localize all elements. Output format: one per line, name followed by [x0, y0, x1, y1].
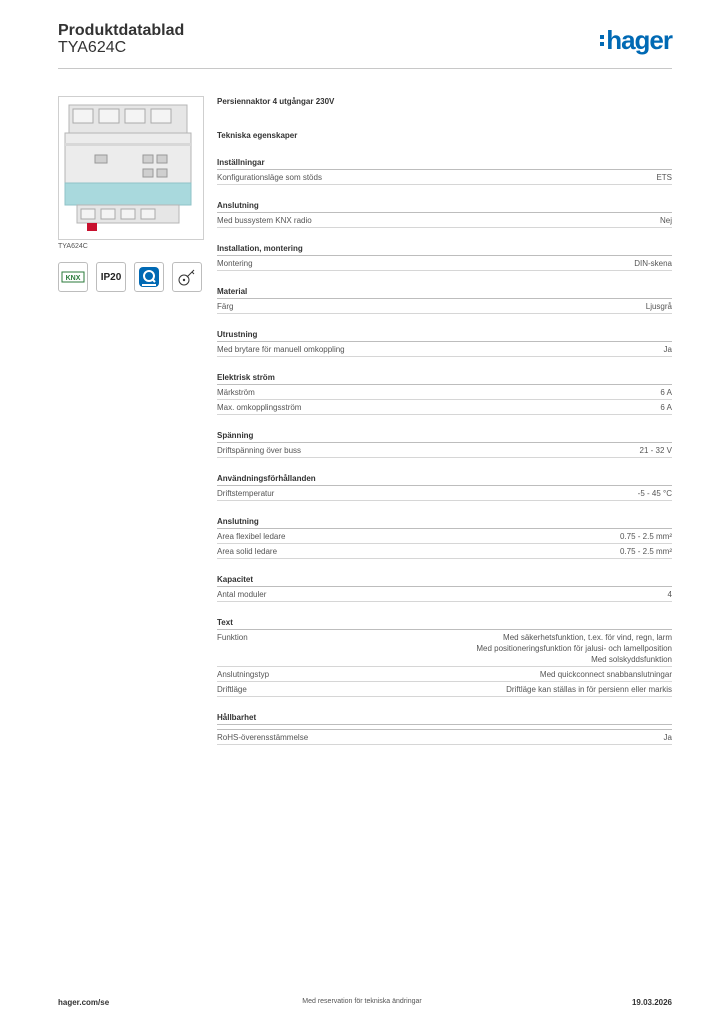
header-divider: [58, 68, 672, 69]
section-title: Installation, montering: [217, 243, 672, 256]
spec-label: Area solid ledare: [217, 547, 278, 556]
spec-section: [217, 243, 672, 271]
spec-row: [217, 443, 672, 458]
spec-row: [217, 400, 672, 415]
spec-label: Driftspänning över buss: [217, 446, 302, 455]
spec-row: [217, 529, 672, 544]
footer-disclaimer: Med reservation för tekniska ändringar: [302, 998, 422, 1005]
spec-section: [217, 430, 672, 458]
spec-section: [217, 574, 672, 602]
section-title: Inställningar: [217, 157, 672, 170]
spec-label: Färg: [217, 302, 234, 311]
spec-label: Med bussystem KNX radio: [217, 216, 312, 225]
section-title: Text: [217, 617, 672, 630]
section-title: Användningsförhållanden: [217, 473, 672, 486]
spec-value: Ljusgrå: [645, 302, 672, 311]
spec-label: Konfigurationsläge som stöds: [217, 173, 322, 182]
certification-icons: [58, 262, 202, 292]
spec-value: 0.75 - 2.5 mm²: [619, 532, 672, 541]
svg-text:KNX: KNX: [65, 275, 81, 282]
footer-date: 19.03.2026: [631, 998, 672, 1007]
spec-row: [217, 667, 672, 682]
logo-text: hager: [606, 25, 672, 55]
spec-section: [217, 516, 672, 559]
spec-label: Driftstemperatur: [217, 489, 275, 498]
spec-label: Area flexibel ledare: [217, 532, 286, 541]
spec-value: 4: [667, 590, 672, 599]
spec-label: Funktion: [217, 633, 248, 642]
spec-sections: [217, 157, 672, 745]
spec-section: [217, 200, 672, 228]
section-title: Kapacitet: [217, 574, 672, 587]
spec-section: [217, 286, 672, 314]
page-title: Produktdatablad: [58, 22, 185, 39]
spec-section: [217, 617, 672, 697]
spec-label: Märkström: [217, 388, 255, 397]
spec-content: [217, 96, 672, 745]
spec-value: 6 A: [660, 388, 672, 397]
spec-label: Max. omkopplingsström: [217, 403, 302, 412]
section-title: Elektrisk ström: [217, 372, 672, 385]
section-title: Utrustning: [217, 329, 672, 342]
spec-label: Montering: [217, 259, 253, 268]
spec-label: Antal moduler: [217, 590, 267, 599]
spec-row: [217, 486, 672, 501]
spec-row: [217, 385, 672, 400]
spec-row: [217, 544, 672, 559]
section-title: Anslutning: [217, 200, 672, 213]
footer-website-link[interactable]: hager.com/se: [58, 998, 110, 1007]
spec-value: Med säkerhetsfunktion, t.ex. för vind, regn, larm Med positioneringsfunktion för jalusi- och lamellposition Med solskyddsfunktion: [476, 633, 672, 664]
spec-value: Nej: [659, 216, 672, 225]
spec-row: [217, 587, 672, 602]
ip20-icon: IP20: [96, 262, 126, 292]
spec-row: [217, 256, 672, 271]
spec-section: [217, 712, 672, 745]
spec-label: Med brytare för manuell omkoppling: [217, 345, 345, 354]
image-caption: TYA624C: [58, 243, 88, 250]
section-title: Spänning: [217, 430, 672, 443]
spec-value: Ja: [663, 345, 672, 354]
key-icon: [172, 262, 202, 292]
hager-logo[interactable]: [600, 26, 672, 54]
spec-value: 0.75 - 2.5 mm²: [619, 547, 672, 556]
spec-section: [217, 157, 672, 185]
din-actuator-illustration: [59, 97, 203, 239]
spec-row: [217, 342, 672, 357]
spec-value: 21 - 32 V: [639, 446, 672, 455]
spec-section: [217, 329, 672, 357]
quicklink-icon: [134, 262, 164, 292]
spec-row: [217, 213, 672, 228]
knx-icon: [58, 262, 88, 292]
spec-label: Anslutningstyp: [217, 670, 270, 679]
spec-row: [217, 170, 672, 185]
section-title: Hållbarhet: [217, 712, 672, 725]
spec-section: [217, 372, 672, 415]
spec-label: RoHS-överensstämmelse: [217, 733, 309, 742]
spec-label: Driftläge: [217, 685, 247, 694]
spec-value: Med quickconnect snabbanslutningar: [539, 670, 672, 679]
spec-row: [217, 682, 672, 697]
product-name: Persiennaktor 4 utgångar 230V: [217, 97, 335, 106]
spec-section: [217, 473, 672, 501]
tech-heading: Tekniska egenskaper: [217, 131, 298, 140]
spec-value: Driftläge kan ställas in för persienn eller markis: [506, 685, 672, 694]
section-title: Anslutning: [217, 516, 672, 529]
spec-value: -5 - 45 °C: [637, 489, 672, 498]
spec-row: [217, 730, 672, 745]
section-title: Material: [217, 286, 672, 299]
spec-value: Ja: [663, 733, 672, 742]
spec-row: [217, 630, 672, 667]
spec-value: ETS: [656, 173, 672, 182]
spec-value: 6 A: [660, 403, 672, 412]
spec-row: [217, 299, 672, 314]
spec-value: DIN-skena: [634, 259, 672, 268]
product-code: TYA624C: [58, 39, 127, 56]
product-image: [58, 96, 204, 240]
logo-dots-icon: [600, 35, 604, 46]
